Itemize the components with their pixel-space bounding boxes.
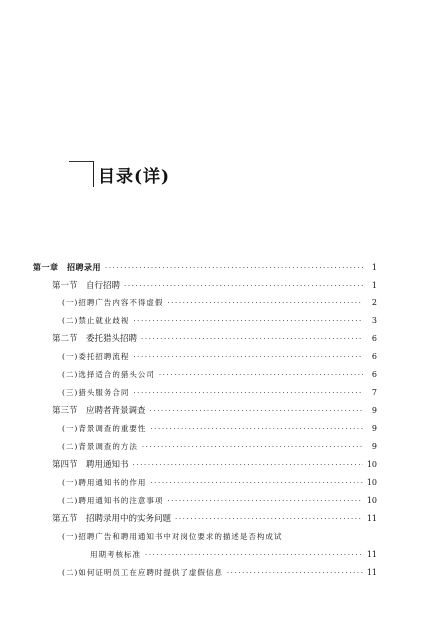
toc-leader bbox=[150, 422, 363, 436]
toc-entry-page: 6 bbox=[371, 334, 377, 343]
toc-entry-label: (一)聘用通知书的作用 bbox=[62, 478, 147, 487]
toc-entry[interactable] bbox=[62, 296, 377, 310]
toc-entry-label: 用期考核标准 bbox=[90, 550, 141, 559]
toc-leader bbox=[145, 548, 363, 562]
toc-entry-label: (二)聘用通知书的注意事项 bbox=[62, 496, 164, 505]
toc-entry-page: 11 bbox=[366, 550, 377, 559]
toc-entry-page: 11 bbox=[366, 514, 377, 523]
toc-entry[interactable] bbox=[33, 261, 377, 275]
toc-entry[interactable] bbox=[62, 566, 377, 580]
toc-entry-page: 7 bbox=[371, 388, 377, 397]
toc-entry[interactable] bbox=[62, 530, 377, 544]
toc-leader bbox=[150, 404, 363, 418]
toc-entry-label: (一)背景调查的重要性 bbox=[62, 424, 147, 433]
toc-entry-page: 9 bbox=[371, 424, 377, 433]
title-rule bbox=[69, 161, 93, 162]
toc-entry-page: 10 bbox=[366, 460, 377, 469]
toc-leader bbox=[133, 350, 363, 364]
toc-leader bbox=[124, 279, 363, 293]
toc-entry-label: 第二节 委托猎头招聘 bbox=[52, 334, 138, 344]
toc-entry[interactable] bbox=[62, 422, 377, 436]
toc-entry-label: (二)禁止就业歧视 bbox=[62, 316, 130, 325]
toc-entry-label: (二)背景调查的方法 bbox=[62, 442, 138, 451]
toc-leader bbox=[227, 566, 363, 580]
toc-entry-page: 10 bbox=[366, 478, 377, 487]
toc-leader bbox=[133, 314, 363, 328]
toc-entry-page: 1 bbox=[371, 281, 377, 290]
toc-entry-page: 3 bbox=[371, 316, 377, 325]
page-title: 目录(详) bbox=[98, 167, 171, 187]
toc-entry-page: 11 bbox=[366, 568, 377, 577]
toc-leader bbox=[167, 296, 363, 310]
toc-entry-label: 第五节 招聘录用中的实务问题 bbox=[52, 514, 172, 524]
toc-entry-page: 2 bbox=[371, 298, 377, 307]
toc-entry-label: 第三节 应聘者背景调查 bbox=[52, 406, 146, 416]
toc-entry-continuation[interactable] bbox=[90, 548, 377, 562]
toc-leader bbox=[159, 368, 363, 382]
toc-leader bbox=[167, 494, 362, 508]
toc-leader bbox=[133, 386, 363, 400]
toc-leader bbox=[141, 332, 363, 346]
title-bar bbox=[93, 161, 94, 187]
toc-entry[interactable] bbox=[62, 440, 377, 454]
toc-entry[interactable] bbox=[62, 368, 377, 382]
toc-entry[interactable] bbox=[52, 458, 377, 472]
toc-entry[interactable] bbox=[52, 404, 377, 418]
toc-entry-page: 6 bbox=[371, 352, 377, 361]
toc-entry[interactable] bbox=[62, 476, 377, 490]
toc-leader bbox=[133, 458, 363, 472]
toc-entry-label: (一)招聘广告内容不得虚假 bbox=[62, 298, 164, 307]
toc-leader bbox=[150, 476, 362, 490]
toc-entry-label: (一)招聘广告和聘用通知书中对岗位要求的描述是否构成试 bbox=[62, 532, 283, 541]
toc-entry-label: 第四节 聘用通知书 bbox=[52, 460, 129, 470]
toc-entry-label: (二)如何证明员工在应聘时提供了虚假信息 bbox=[62, 568, 223, 577]
toc-leader bbox=[175, 512, 363, 526]
toc-entry-label: (一)委托招聘流程 bbox=[62, 352, 130, 361]
toc-entry[interactable] bbox=[52, 512, 377, 526]
toc-entry[interactable] bbox=[62, 494, 377, 508]
toc-entry-page: 1 bbox=[371, 263, 377, 272]
toc-leader bbox=[105, 261, 363, 275]
toc-leader bbox=[142, 440, 363, 454]
toc-entry-label: 第一节 自行招聘 bbox=[52, 281, 121, 291]
toc-entry-page: 10 bbox=[366, 496, 377, 505]
toc-entry[interactable] bbox=[62, 386, 377, 400]
toc-entry[interactable] bbox=[62, 350, 377, 364]
toc-entry-page: 6 bbox=[371, 370, 377, 379]
toc-entry-page: 9 bbox=[371, 442, 377, 451]
toc-entry-label: (三)猎头服务合同 bbox=[62, 388, 130, 397]
toc-entry-label: (二)选择适合的猎头公司 bbox=[62, 370, 155, 379]
toc-entry[interactable] bbox=[52, 332, 377, 346]
toc-entry-page: 9 bbox=[371, 406, 377, 415]
toc-entry[interactable] bbox=[52, 279, 377, 293]
toc-entry[interactable] bbox=[62, 314, 377, 328]
toc-entry-label: 第一章 招聘录用 bbox=[33, 263, 101, 272]
